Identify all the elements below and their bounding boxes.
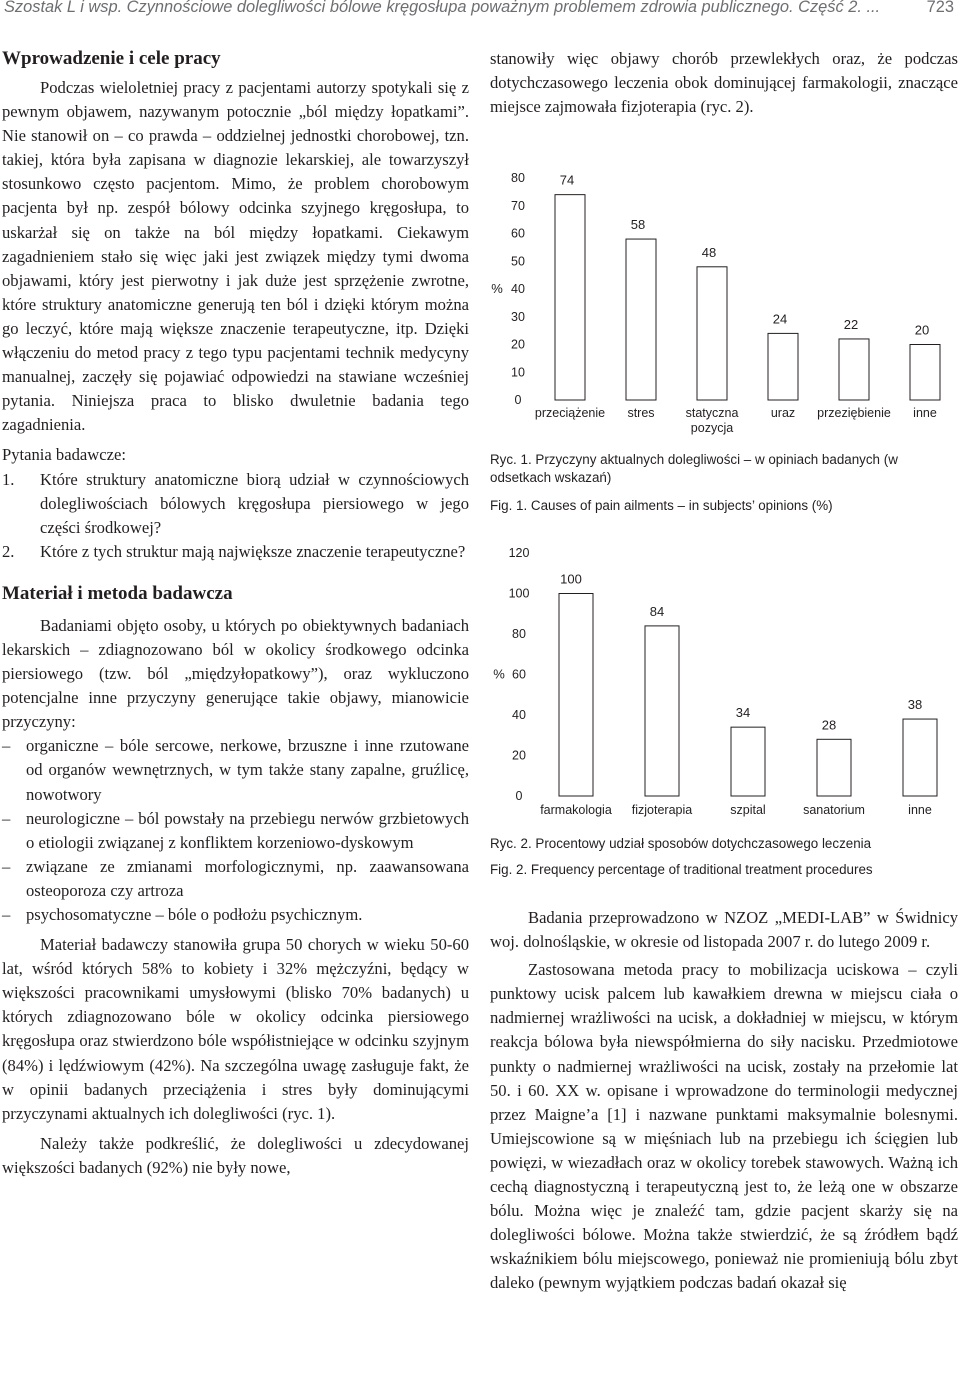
section-heading-intro: Wprowadzenie i cele pracy: [2, 48, 221, 69]
data-label: 84: [649, 603, 665, 619]
material-paragraph: Materiał badawczy stanowiła grupa 50 chorych w wieku 50-60 lat, wśród których 58% to kobiety i 32% mężczyźni, będący w większości pracownikami umysłowymi (blisko 70% badanych) u których zdiagnozowano bóle w okolicy odcinka piersiowego kręgosłupa oraz stwierdzono bóle współistniejące w odcinku szyjnym (84%) i lędźwiowym (42%). Na szczególna uwagę zasługuje fakt, że w opinii badanych przeciążenia i stres były dominującymi przyczynami aktualnych ich dolegliwości (ryc. 1).: [2, 935, 469, 1123]
data-label: 34: [735, 705, 751, 721]
bar: [697, 267, 727, 400]
y-tick-label: 40: [511, 282, 525, 296]
y-axis-label: %: [493, 666, 505, 682]
bar: [768, 333, 798, 400]
x-tick-label: przeziębienie: [817, 406, 891, 420]
y-tick-label: 0: [514, 393, 522, 407]
data-label: 74: [559, 172, 575, 188]
list-item: – organiczne – bóle sercowe, nerkowe, brzuszne i inne rzutowane od organów wewnętrznych, w tym także stany zapalne, gruźlicę, nowotwory: [2, 734, 469, 806]
y-tick-label: 40: [512, 708, 526, 722]
list-item: – związane ze zmianami morfologicznymi, np. zaawansowana osteoporoza czy artroza: [2, 855, 469, 903]
section-heading-method: Materiał i metoda badawcza: [2, 582, 233, 604]
caption-en: Fig. 2. Frequency percentage of traditional treatment procedures: [490, 862, 873, 877]
data-label: 28: [821, 717, 837, 733]
y-tick-label: 0: [515, 789, 523, 803]
data-label: 38: [907, 697, 923, 713]
y-tick-label: 30: [511, 309, 525, 324]
running-header: [0, 0, 960, 22]
figure-2-caption: [485, 835, 952, 879]
data-label: 22: [843, 316, 859, 332]
x-tick-label: szpital: [730, 803, 766, 817]
x-tick-label: przeciążenie: [534, 406, 606, 420]
list-item: – psychosomatyczne – bóle o podłożu psychicznym.: [2, 903, 469, 927]
x-tick-label: inne: [908, 803, 932, 817]
bar: [645, 626, 679, 796]
bar: [817, 739, 851, 796]
y-tick-label: 60: [511, 226, 525, 241]
question-number: 1.: [2, 469, 15, 489]
bar: [626, 239, 656, 400]
right-column-bottom: [490, 906, 958, 1296]
y-tick-label: 80: [512, 627, 526, 641]
y-tick-label: 60: [512, 667, 526, 682]
y-tick-label: 100: [508, 586, 530, 601]
causes-list: [2, 734, 469, 927]
location-paragraph: Badania przeprowadzono w NZOZ „MEDI-LAB” w Świdnicy woj. dolnośląskie, w okresie od listopada 2007 r. do lutego 2009 r.: [490, 908, 958, 952]
method-description-paragraph: Zastosowana metoda pracy to mobilizacja uciskowa – czyli punktowy ucisk palcem lub kawałkiem drewna w miejscu ciała o nadmiernej wrażliwości na ucisk, a dokładniej w miejscu, w którym reakcja bólowa była niewspółmierna do siły nacisku. Przedmiotowe punkty o nadmiernej wrażliwości na ucisk, zostały na przełomie lat 50. i 60. XX w. opisane i wprowadzone do terminologii medycznej przez Maigne’a [1] i nazwane punktami maksymalnie bolesnymi. Umiejscowione są w mięśniach lub na przebiegu ich ścięgien lub powięzi, w wiezadłach oraz w okolicy torebek stawowych. Ważną ich cechą diagnostyczną i terapeutyczną jest to, że leżą one w obszarze bólu. Można więc je znaleźć tam, gdzie pacjent skarży się na dolegliwości bólowe. Można także stwierdzić, że są źródłem bądź wskaźnikiem bólu miejscowego, ponieważ nie promieniują bólu zbyt daleko (pewnym wyjątkiem podczas badań okazał się: [490, 960, 958, 1293]
questions-list: [2, 468, 469, 564]
note-paragraph: Należy także podkreślić, że dolegliwości u zdecydowanej większości badanych (92%) nie były nowe,: [2, 1133, 469, 1177]
figure-1-caption: [485, 451, 952, 515]
question-text: Które struktury anatomiczne biorą udział w czynnościowych dolegliwościach bólowych kręgosłupa piersiowego w jego części środkowej?: [40, 469, 469, 537]
x-tick-label: uraz: [770, 406, 796, 420]
list-item: – neurologiczne – ból powstały na przebiegu nerwów grzbietowych o etiologii związanej z konfliktem korzeniowo-dyskowym: [2, 807, 469, 855]
bar: [555, 195, 585, 400]
data-label: 58: [630, 217, 646, 233]
list-item: [2, 468, 469, 540]
x-tick-label: sanatorium: [803, 803, 865, 817]
bar: [559, 594, 593, 797]
y-tick-label: 50: [511, 254, 525, 269]
x-tick-label: pozycja: [690, 421, 734, 435]
data-label: 48: [701, 244, 717, 260]
figure-1: [485, 160, 960, 515]
cause-text: związane ze zmianami morfologicznymi, np. zaawansowana osteoporoza czy artroza: [26, 856, 469, 900]
question-number: 2.: [2, 541, 15, 561]
y-tick-label: 70: [511, 198, 525, 213]
figure-2: [485, 538, 960, 879]
bar-chart-causes: [485, 160, 960, 445]
y-tick-label: 120: [508, 546, 530, 560]
intro-paragraph: Podczas wieloletniej pracy z pacjentami autorzy spotykali się z pewnym objawem, nazywanym potocznie „ból między łopatkami”. Nie stanowił on – co prawda – oddzielnej jednostki chorobowej, tzn. takiej, która była zapisana w diagnozie lekarskiej, ale towarzyszył stosunkowo często pacjentom. Mimo, że problem chorobowym pacjenta był np. zespół bólowy odcinka szyjnego kręgosłupa, to uskarżał się on także na ból między łopatkami. Ciekawym zagadnieniem stało się więc jaki jest związek między tymi dwoma objawami, który jest pierwotny i jak duże jest sprzężenie zwrotne, które struktury anatomiczne generują ten ból i dzięki którym można go leczyć, które mają większe znaczenie terapeutyczne, itp. Dzięki włączeniu do metod pracy z tego typu pacjentami technik medycyny manualnej, zaczęły się pojawiać odpowiedzi na stawiane wcześniej pytania. Niniejsza praca to blisko dwuletnie badania tego zagadnienia.: [2, 78, 469, 435]
caption-en: Fig. 1. Causes of pain ailments – in subjects’ opinions (%): [490, 498, 833, 513]
continuation-paragraph: stanowiły więc objawy chorób przewlekłych oraz, że podczas dotychczasowego leczenia obok dominującej farmakologii, znaczące miejsce zajmowała fizjoterapia (ryc. 2).: [490, 49, 958, 117]
method-paragraph: Badaniami objęto osoby, u których po obiektywnych badaniach lekarskich – zdiagnozowano ból w okolicy środkowego odcinka piersiowego (tzw. ból „międzyłopatkowy”), oraz wykluczono potencjalne inne przyczyny generujące takie objawy, mianowicie przyczyny:: [2, 615, 469, 732]
caption-pl: Ryc. 2. Procentowy udział sposobów dotychczasowego leczenia: [490, 836, 872, 851]
y-tick-label: 80: [511, 171, 525, 185]
questions-title: Pytania badawcze:: [2, 445, 126, 465]
cause-text: organiczne – bóle sercowe, nerkowe, brzuszne i inne rzutowane od organów wewnętrznych, w tym także stany zapalne, gruźlicę, nowotwory: [26, 736, 469, 804]
x-tick-label: inne: [913, 406, 937, 420]
data-label: 20: [914, 322, 930, 338]
list-item: [2, 540, 469, 564]
bar: [839, 339, 869, 400]
cause-text: neurologiczne – ból powstały na przebiegu nerwów grzbietowych o etiologii związanej z konfliktem korzeniowo-dyskowym: [26, 808, 469, 852]
cause-text: psychosomatyczne – bóle o podłożu psychicznym.: [26, 905, 363, 924]
running-title: Szostak L i wsp. Czynnościowe dolegliwości bólowe kręgosłupa poważnym problemem zdrowia publicznego. Część 2. ...: [4, 0, 881, 16]
x-tick-label: stres: [627, 406, 655, 420]
data-label: 24: [772, 311, 788, 327]
bar: [731, 727, 765, 796]
right-column-top: [490, 47, 958, 119]
bar-chart-treatment: [485, 538, 960, 823]
page-number: 723: [926, 0, 954, 16]
caption-pl: Ryc. 1. Przyczyny aktualnych dolegliwości – w opiniach badanych (w odsetkach wskazań): [490, 452, 898, 485]
question-text: Które z tych struktur mają największe znaczenie terapeutyczne?: [40, 541, 466, 561]
y-axis-label: %: [491, 281, 503, 296]
x-tick-label: fizjoterapia: [631, 803, 693, 817]
y-tick-label: 20: [511, 337, 525, 352]
bar: [903, 719, 937, 796]
left-column: [2, 47, 469, 1180]
x-tick-label: farmakologia: [540, 803, 612, 817]
y-tick-label: 10: [511, 365, 525, 380]
y-tick-label: 20: [512, 748, 526, 763]
data-label: 100: [560, 571, 582, 587]
x-tick-label: statyczna: [685, 406, 739, 420]
bar: [910, 345, 940, 401]
